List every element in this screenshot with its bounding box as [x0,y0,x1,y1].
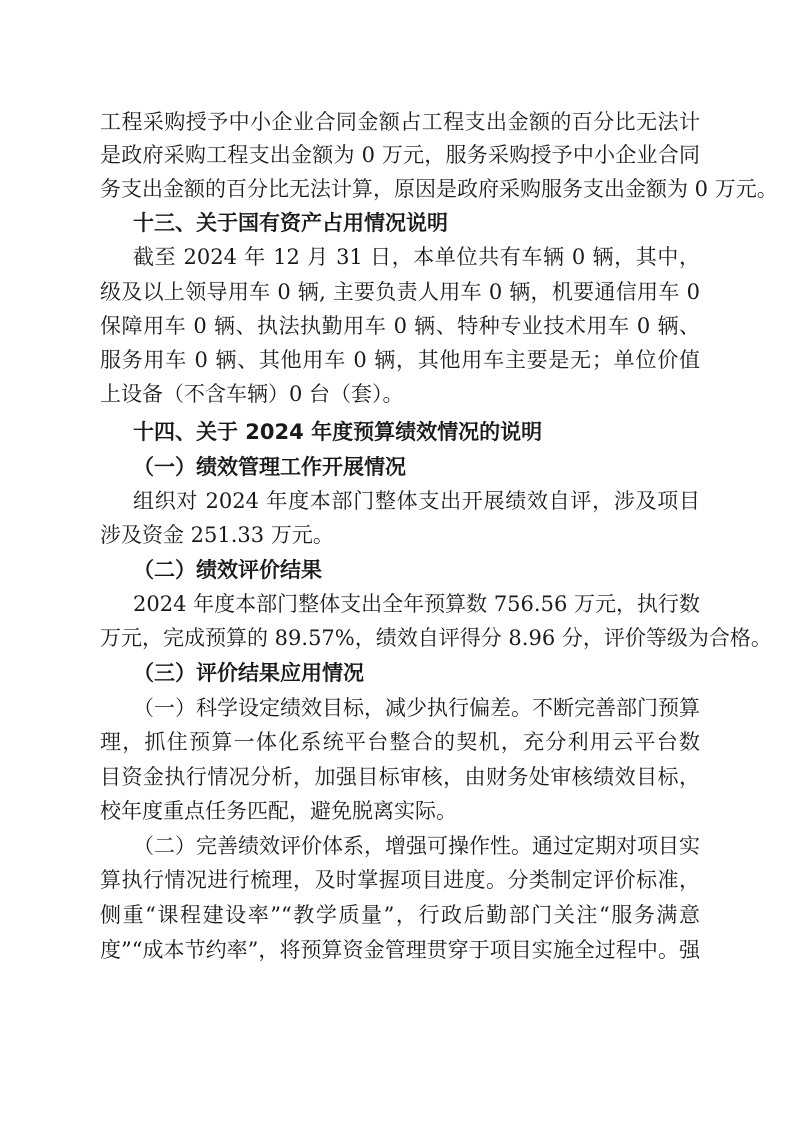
text-line: 级及以上领导用车 0 辆, 主要负责人用车 0 辆，机要通信用车 0 [100,280,700,304]
text-line: （二）完善绩效评价体系，增强可操作性。通过定期对项目实 [133,834,700,858]
text-line: 2024 年度本部门整体支出全年预算数 756.56 万元，执行数 [133,592,700,616]
text-line: 工程采购授予中小企业合同金额占工程支出金额的百分比无法计 [100,110,700,134]
text-line: 算执行情况进行梳理，及时掌握项目进度。分类制定评价标准， [100,868,700,892]
text-line: 度”“成本节约率”，将预算资金管理贯穿于项目实施全过程中。强 [100,938,700,962]
text-line: 服务用车 0 辆、其他用车 0 辆，其他用车主要是无；单位价值 [100,348,700,372]
text-line: 涉及资金 251.33 万元。 [100,523,334,547]
text-line: （一）科学设定绩效目标，减少执行偏差。不断完善部门预算 [133,696,700,720]
text-line: 组织对 2024 年度本部门整体支出开展绩效自评，涉及项目 [133,489,700,513]
text-line: 务支出金额的百分比无法计算，原因是政府采购服务支出金额为 0 万元。 [100,177,778,201]
text-line: 是政府采购工程支出金额为 0 万元，服务采购授予中小企业合同 [100,143,700,167]
text-line: 目资金执行情况分析，加强目标审核，由财务处审核绩效目标， [100,765,700,789]
section-heading: （一）绩效管理工作开展情况 [133,455,406,479]
text-line: 上设备（不含车辆）0 台（套）。 [100,382,404,406]
text-line: 保障用车 0 辆、执法执勤用车 0 辆、特种专业技术用车 0 辆、 [100,314,700,338]
section-heading: 十三、关于国有资产占用情况说明 [133,211,448,235]
text-line: 理，抓住预算一体化系统平台整合的契机，充分利用云平台数 [100,730,700,754]
text-line: 侧重“课程建设率”“教学质量”，行政后勤部门关注“服务满意 [100,903,700,927]
text-line: 截至 2024 年 12 月 31 日，本单位共有车辆 0 辆，其中， [133,245,700,269]
section-heading: 十四、关于 2024 年度预算绩效情况的说明 [133,420,543,444]
section-heading: （二）绩效评价结果 [133,558,322,582]
text-line: 万元，完成预算的 89.57%，绩效自评得分 8.96 分，评价等级为合格。 [100,626,772,650]
section-heading: （三）评价结果应用情况 [133,661,364,685]
text-line: 校年度重点任务匹配，避免脱离实际。 [100,799,457,823]
